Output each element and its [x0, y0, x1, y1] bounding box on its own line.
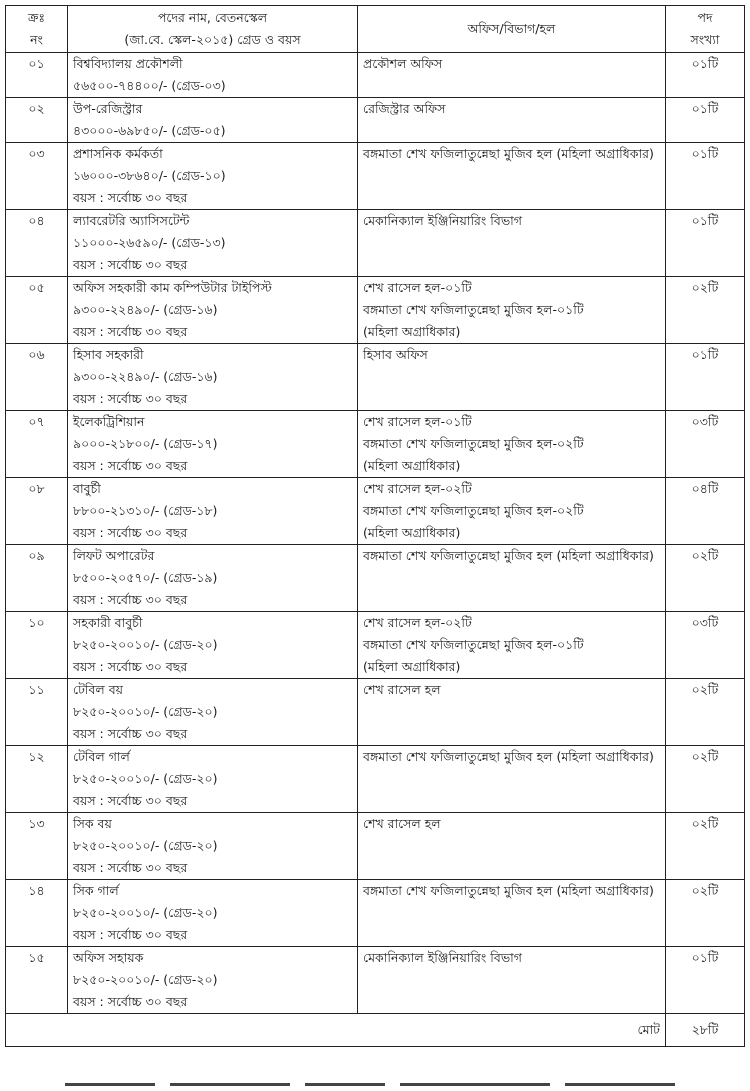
serial-number: ১৩ — [6, 813, 68, 880]
office-line: মেকানিক্যাল ইঞ্জিনিয়ারিং বিভাগ — [363, 213, 522, 228]
document-page — [5, 5, 744, 1047]
post-count: ০২টি — [666, 813, 745, 880]
pay-scale: ১১০০০-২৬৫৯০/- (গ্রেড-১৩) — [73, 235, 226, 250]
office-cell — [358, 143, 666, 210]
office-line: শেখ রাসেল হল-০২টি — [363, 481, 472, 496]
serial-number: ০৪ — [6, 210, 68, 277]
table-row — [6, 746, 745, 813]
office-cell — [358, 679, 666, 746]
post-name: লিফট অপারেটর — [73, 548, 155, 563]
pay-scale: ৮২৫০-২০০১০/- (গ্রেড-২০) — [73, 972, 218, 987]
office-cell — [358, 53, 666, 98]
serial-number: ০৯ — [6, 545, 68, 612]
serial-number: ১০ — [6, 612, 68, 679]
office-cell — [358, 210, 666, 277]
post-cell — [68, 545, 358, 612]
serial-number: ০১ — [6, 53, 68, 98]
table-row — [6, 947, 745, 1014]
age-limit: বয়স : সর্বোচ্চ ৩০ বছর — [73, 324, 188, 339]
age-limit: বয়স : সর্বোচ্চ ৩০ বছর — [73, 726, 188, 741]
serial-number: ০২ — [6, 98, 68, 143]
office-line: হিসাব অফিস — [363, 347, 428, 362]
post-cell — [68, 478, 358, 545]
pay-scale: ৮২৫০-২০০১০/- (গ্রেড-২০) — [73, 771, 218, 786]
serial-number: ০৩ — [6, 143, 68, 210]
office-line: বঙ্গমাতা শেখ ফজিলাতুন্নেছা মুজিব হল (মহিলা অগ্রাধিকার) — [363, 146, 654, 161]
serial-number: ১১ — [6, 679, 68, 746]
header-office — [358, 6, 666, 53]
post-count: ০১টি — [666, 98, 745, 143]
post-name: অফিস সহায়ক — [73, 950, 144, 965]
office-cell — [358, 411, 666, 478]
post-cell — [68, 746, 358, 813]
pay-scale: ৪৩০০০-৬৯৮৫০/- (গ্রেড-০৫) — [73, 123, 226, 138]
post-count: ০১টি — [666, 143, 745, 210]
post-name: ল্যাবরেটরি অ্যাসিসটেন্ট — [73, 213, 190, 228]
table-row — [6, 813, 745, 880]
office-line: বঙ্গমাতা শেখ ফজিলাতুন্নেছা মুজিব হল-০১টি — [363, 637, 584, 652]
post-count: ০১টি — [666, 947, 745, 1014]
office-line: বঙ্গমাতা শেখ ফজিলাতুন্নেছা মুজিব হল (মহিলা অগ্রাধিকার) — [363, 548, 654, 563]
header-count-line2: সংখ্যা — [690, 32, 720, 47]
post-name: উপ-রেজিস্ট্রার — [73, 101, 143, 116]
post-cell — [68, 277, 358, 344]
office-cell — [358, 947, 666, 1014]
post-cell — [68, 143, 358, 210]
pay-scale: ১৬০০০-৩৮৬৪০/- (গ্রেড-১০) — [73, 168, 226, 183]
post-name: ইলেকট্রিশিয়ান — [73, 414, 145, 429]
table-body — [6, 53, 745, 1014]
post-cell — [68, 210, 358, 277]
serial-number: ০৬ — [6, 344, 68, 411]
pay-scale: ৯৩০০-২২৪৯০/- (গ্রেড-১৬) — [73, 302, 218, 317]
office-line: (মহিলা অগ্রাধিকার) — [363, 659, 461, 674]
header-post — [68, 6, 358, 53]
age-limit: বয়স : সর্বোচ্চ ৩০ বছর — [73, 860, 188, 875]
header-serial-line1: ক্রঃ — [27, 10, 46, 25]
pay-scale: ৯৩০০-২২৪৯০/- (গ্রেড-১৬) — [73, 369, 218, 384]
post-cell — [68, 411, 358, 478]
office-line: বঙ্গমাতা শেখ ফজিলাতুন্নেছা মুজিব হল (মহিলা অগ্রাধিকার) — [363, 749, 654, 764]
office-line: রেজিস্ট্রার অফিস — [363, 101, 446, 116]
age-limit: বয়স : সর্বোচ্চ ৩০ বছর — [73, 793, 188, 808]
office-line: (মহিলা অগ্রাধিকার) — [363, 525, 461, 540]
office-cell — [358, 478, 666, 545]
pay-scale: ৯০০০-২১৮০০/- (গ্রেড-১৭) — [73, 436, 218, 451]
office-line: শেখ রাসেল হল — [363, 682, 441, 697]
office-line: (মহিলা অগ্রাধিকার) — [363, 458, 461, 473]
post-name: সহকারী বাবুর্চী — [73, 615, 143, 630]
age-limit: বয়স : সর্বোচ্চ ৩০ বছর — [73, 458, 188, 473]
post-count: ০২টি — [666, 746, 745, 813]
header-post-line1: পদের নাম, বেতনস্কেল — [157, 10, 268, 25]
header-count-line1: পদ — [697, 10, 713, 25]
post-name: সিক বয় — [73, 816, 112, 831]
office-line: বঙ্গমাতা শেখ ফজিলাতুন্নেছা মুজিব হল-০২টি — [363, 436, 584, 451]
post-name: বিশ্ববিদ্যালয় প্রকৌশলী — [73, 56, 183, 71]
table-row — [6, 53, 745, 98]
office-line: শেখ রাসেল হল-০১টি — [363, 414, 472, 429]
post-cell — [68, 98, 358, 143]
post-count: ০১টি — [666, 53, 745, 98]
office-cell — [358, 612, 666, 679]
serial-number: ০৮ — [6, 478, 68, 545]
total-label: মোট — [6, 1014, 666, 1047]
post-cell — [68, 612, 358, 679]
table-row — [6, 344, 745, 411]
office-cell — [358, 813, 666, 880]
age-limit: বয়স : সর্বোচ্চ ৩০ বছর — [73, 994, 188, 1009]
post-cell — [68, 53, 358, 98]
table-row — [6, 478, 745, 545]
pay-scale: ৮৫০০-২০৫৭০/- (গ্রেড-১৯) — [73, 570, 218, 585]
post-count: ০৪টি — [666, 478, 745, 545]
pay-scale: ৫৬৫০০-৭৪৪০০/- (গ্রেড-০৩) — [73, 78, 226, 93]
post-name: বাবুর্চী — [73, 481, 101, 496]
office-line: শেখ রাসেল হল-০১টি — [363, 280, 472, 295]
age-limit: বয়স : সর্বোচ্চ ৩০ বছর — [73, 190, 188, 205]
office-line: প্রকৌশল অফিস — [363, 56, 443, 71]
table-row — [6, 545, 745, 612]
post-name: সিক গার্ল — [73, 883, 119, 898]
office-cell — [358, 545, 666, 612]
post-name: টেবিল গার্ল — [73, 749, 130, 764]
age-limit: বয়স : সর্বোচ্চ ৩০ বছর — [73, 525, 188, 540]
post-count: ০১টি — [666, 210, 745, 277]
office-cell — [358, 746, 666, 813]
header-office-label: অফিস/বিভাগ/হল — [467, 21, 556, 36]
header-count — [666, 6, 745, 53]
total-row — [6, 1014, 745, 1047]
header-serial — [6, 6, 68, 53]
pay-scale: ৮৮০০-২১৩১০/- (গ্রেড-১৮) — [73, 503, 218, 518]
post-name: প্রশাসনিক কর্মকর্তা — [73, 146, 163, 161]
table-row — [6, 143, 745, 210]
post-cell — [68, 344, 358, 411]
post-name: টেবিল বয় — [73, 682, 124, 697]
table-row — [6, 210, 745, 277]
serial-number: ১২ — [6, 746, 68, 813]
post-name: অফিস সহকারী কাম কম্পিউটার টাইপিস্ট — [73, 280, 272, 295]
table-row — [6, 277, 745, 344]
post-count: ০২টি — [666, 880, 745, 947]
age-limit: বয়স : সর্বোচ্চ ৩০ বছর — [73, 391, 188, 406]
office-line: শেখ রাসেল হল — [363, 816, 441, 831]
serial-number: ০৫ — [6, 277, 68, 344]
pay-scale: ৮২৫০-২০০১০/- (গ্রেড-২০) — [73, 704, 218, 719]
table-row — [6, 612, 745, 679]
office-line: শেখ রাসেল হল-০২টি — [363, 615, 472, 630]
office-line: বঙ্গমাতা শেখ ফজিলাতুন্নেছা মুজিব হল-০১টি — [363, 302, 584, 317]
header-serial-line2: নং — [30, 32, 43, 47]
office-line: মেকানিক্যাল ইঞ্জিনিয়ারিং বিভাগ — [363, 950, 522, 965]
office-line: বঙ্গমাতা শেখ ফজিলাতুন্নেছা মুজিব হল-০২টি — [363, 503, 584, 518]
office-cell — [358, 880, 666, 947]
cropped-text-line — [5, 1083, 744, 1086]
post-count: ০২টি — [666, 545, 745, 612]
pay-scale: ৮২৫০-২০০১০/- (গ্রেড-২০) — [73, 905, 218, 920]
table-header-row — [6, 6, 745, 53]
table-row — [6, 98, 745, 143]
total-value: ২৮টি — [666, 1014, 745, 1047]
vacancy-table — [5, 5, 745, 1047]
pay-scale: ৮২৫০-২০০১০/- (গ্রেড-২০) — [73, 637, 218, 652]
header-post-line2: (জা.বে. স্কেল-২০১৫) গ্রেড ও বয়স — [124, 32, 301, 47]
post-cell — [68, 947, 358, 1014]
office-cell — [358, 344, 666, 411]
office-cell — [358, 98, 666, 143]
table-row — [6, 679, 745, 746]
office-line: বঙ্গমাতা শেখ ফজিলাতুন্নেছা মুজিব হল (মহিলা অগ্রাধিকার) — [363, 883, 654, 898]
age-limit: বয়স : সর্বোচ্চ ৩০ বছর — [73, 927, 188, 942]
age-limit: বয়স : সর্বোচ্চ ৩০ বছর — [73, 659, 188, 674]
post-cell — [68, 813, 358, 880]
serial-number: ১৪ — [6, 880, 68, 947]
age-limit: বয়স : সর্বোচ্চ ৩০ বছর — [73, 592, 188, 607]
serial-number: ০৭ — [6, 411, 68, 478]
post-count: ০৩টি — [666, 612, 745, 679]
post-count: ০২টি — [666, 277, 745, 344]
post-count: ০১টি — [666, 344, 745, 411]
post-cell — [68, 880, 358, 947]
office-line: (মহিলা অগ্রাধিকার) — [363, 324, 461, 339]
post-name: হিসাব সহকারী — [73, 347, 144, 362]
post-count: ০২টি — [666, 679, 745, 746]
pay-scale: ৮২৫০-২০০১০/- (গ্রেড-২০) — [73, 838, 218, 853]
table-row — [6, 880, 745, 947]
office-cell — [358, 277, 666, 344]
post-cell — [68, 679, 358, 746]
table-row — [6, 411, 745, 478]
age-limit: বয়স : সর্বোচ্চ ৩০ বছর — [73, 257, 188, 272]
serial-number: ১৫ — [6, 947, 68, 1014]
post-count: ০৩টি — [666, 411, 745, 478]
